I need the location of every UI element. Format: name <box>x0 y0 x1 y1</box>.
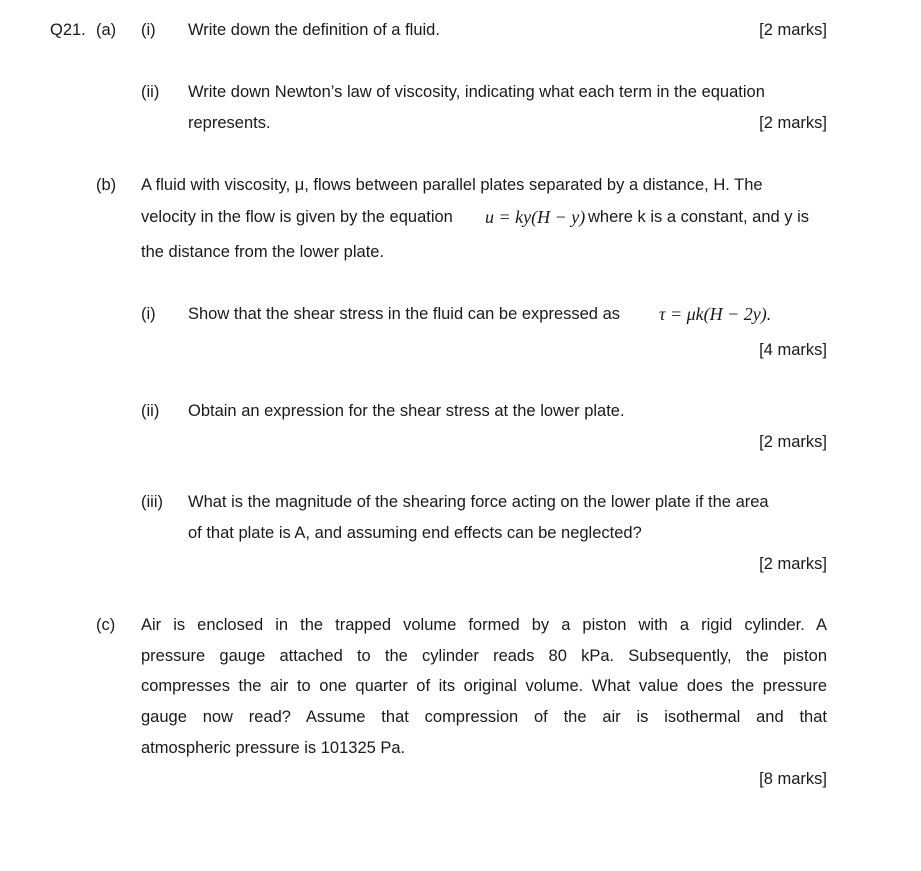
part-a-label: (a) <box>96 21 117 39</box>
part-b-i-label: (i) <box>141 305 156 323</box>
part-b-iii-marks: [2 marks] <box>759 555 827 573</box>
part-a-i-label: (i) <box>141 21 156 39</box>
part-b-ii-label: (ii) <box>141 402 160 420</box>
part-c-label: (c) <box>96 616 116 634</box>
part-b-ii-text: Obtain an expression for the shear stress at the lower plate. <box>188 402 625 420</box>
part-b-i-marks: [4 marks] <box>759 341 827 359</box>
part-c-line5: atmospheric pressure is 101325 Pa. <box>141 739 406 757</box>
part-a-ii-marks: [2 marks] <box>759 114 827 132</box>
part-a-i-marks: [2 marks] <box>759 21 827 39</box>
part-c-line2: pressure gauge attached to the cylinder reads 80 kPa. Subsequently, the piston <box>141 647 827 665</box>
velocity-equation: u = ky(H − y) <box>485 207 586 227</box>
part-b-line3: the distance from the lower plate. <box>141 243 385 261</box>
part-b-iii-line1: What is the magnitude of the shearing force acting on the lower plate if the area <box>188 493 769 511</box>
part-b-i-text: Show that the shear stress in the fluid can be expressed as <box>188 305 620 323</box>
part-c-line3: compresses the air to one quarter of its original volume. What value does the pressure <box>141 677 827 695</box>
part-b-label: (b) <box>96 176 117 194</box>
part-a-ii-label: (ii) <box>141 83 160 101</box>
question-number: Q21. <box>50 21 86 39</box>
part-a-i-text: Write down the definition of a fluid. <box>188 21 440 39</box>
part-b-line1: A fluid with viscosity, μ, flows between parallel plates separated by a distance, H. The <box>141 176 763 194</box>
part-a-ii-line1: Write down Newton’s law of viscosity, indicating what each term in the equation <box>188 83 765 101</box>
part-c-marks: [8 marks] <box>759 770 827 788</box>
part-c-line4: gauge now read? Assume that compression of the air is isothermal and that <box>141 708 827 726</box>
part-b-line2-post: where k is a constant, and y is <box>588 208 810 226</box>
part-b-iii-label: (iii) <box>141 493 163 511</box>
shear-stress-equation: τ = μk(H − 2y). <box>659 304 772 324</box>
part-b-ii-marks: [2 marks] <box>759 433 827 451</box>
part-b-line2-pre: velocity in the flow is given by the equation <box>141 208 453 226</box>
part-a-ii-line2: represents. <box>188 114 271 132</box>
part-c-line1: Air is enclosed in the trapped volume formed by a piston with a rigid cylinder. A <box>141 616 827 634</box>
part-b-iii-line2: of that plate is A, and assuming end effects can be neglected? <box>188 524 642 542</box>
